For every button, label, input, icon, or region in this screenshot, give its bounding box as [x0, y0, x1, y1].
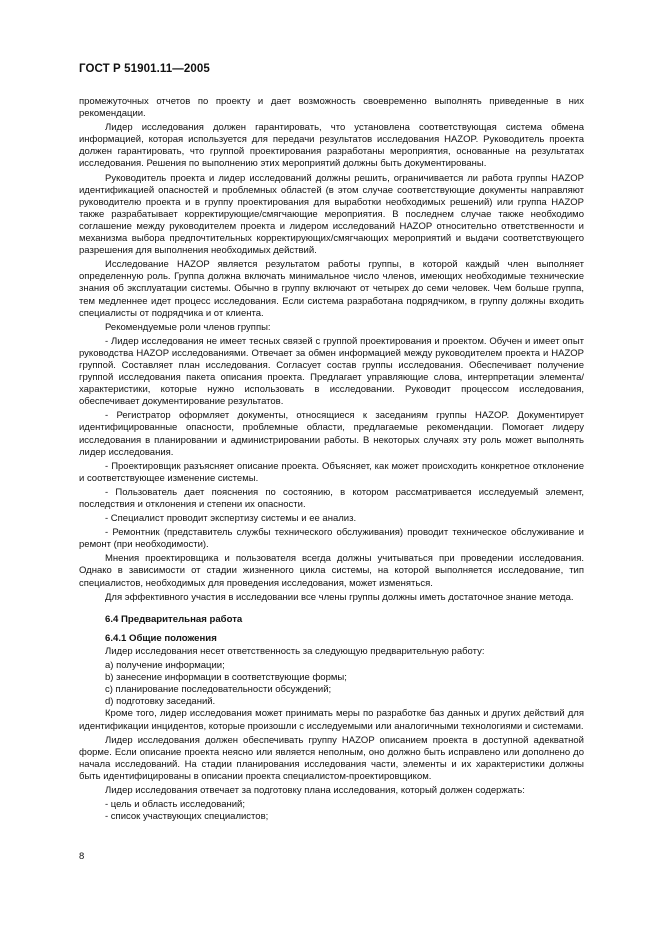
paragraph-continuation: промежуточных отчетов по проекту и дает возможность своевременно выполнять приведенные в них рекомендации.	[79, 96, 584, 120]
paragraph-databases: Кроме того, лидер исследования может принимать меры по разработке баз данных и других действий для идентификации инцидентов, которые произошли с исследуемыми или аналогичными технологиями и системами.	[79, 708, 584, 732]
paragraph-method-knowledge: Для эффективного участия в исследовании все члены группы должны иметь достаточное знание метода.	[105, 591, 574, 603]
list-item-b: b) занесение информации в соответствующие формы;	[105, 672, 347, 684]
plan-item-goal: - цель и область исследований;	[105, 799, 245, 811]
role-designer: - Проектировщик разъясняет описание проекта. Объясняет, как может происходить конкретное отклонение и соответствующее изменение системы.	[79, 460, 584, 484]
document-body	[79, 96, 584, 823]
list-item-d: d) подготовку заседаний.	[105, 696, 216, 708]
paragraph-project-description: Лидер исследования должен обеспечивать группу HAZOP описанием проекта в доступной адекватной форме. Если описание проекта неясно или является неполным, оно должно быть исправлено или дополнено до начала исследований. На стадии планирования исследования части, элементы и их характеристики должны быть идентифицированы в описании проекта специалистом-проектировщиком.	[79, 734, 584, 782]
section-heading-6-4: 6.4 Предварительная работа	[105, 613, 243, 625]
plan-item-specialists: - список участвующих специалистов;	[105, 811, 269, 823]
role-user: - Пользователь дает пояснения по состоянию, в котором рассматривается исследуемый элемент, последствия и отклонения и степени их опасности.	[79, 486, 584, 510]
role-study-leader: - Лидер исследования не имеет тесных связей с группой проектирования и проектом. Обучен и имеет опыт руководства HAZOP исследованиями. Отвечает за обмен информацией между руководителем проекта и HAZOP группой. Составляет план исследования. Согласует состав группы исследования. Обеспечивает получение группой исследования пакета описания проекта. Предлагает управляющие слова, интерпретации элемента/характеристики, которые нужно использовать в исследовании. Руководит процессом исследования, обеспечивает документирование результатов.	[79, 335, 584, 408]
paragraph-opinions: Мнения проектировщика и пользователя всегда должны учитываться при проведении исследования. Однако в зависимости от стадии жизненного цикла системы, на которой выполняется исследование, тип специалистов, необходимых для проведения исследования, может изменяться.	[79, 553, 584, 589]
subsection-heading-6-4-1: 6.4.1 Общие положения	[105, 632, 217, 644]
paragraph-info-exchange: Лидер исследования должен гарантировать, что установлена соответствующая система обмена информацией, которая используется для передачи результатов исследования HAZOP. Руководитель проекта должен гарантировать, что группой проектирования разработаны мероприятия, основанные на результатах исследования. Решения по выполнению этих мероприятий должны быть документированы.	[79, 122, 584, 170]
list-item-c: c) планирование последовательности обсуждений;	[105, 684, 332, 696]
paragraph-roles-intro: Рекомендуемые роли членов группы:	[105, 321, 271, 333]
role-maintainer: - Ремонтник (представитель службы технического обслуживания) проводит техническое обслуживание и ремонт (при необходимости).	[79, 527, 584, 551]
paragraph-study-plan: Лидер исследования отвечает за подготовку плана исследования, который должен содержать:	[105, 784, 525, 796]
paragraph-team-composition: Исследование HAZOP является результатом работы группы, в которой каждый член выполняет определенную роль. Группа должна включать минимальное число членов, имеющих необходимые технические знания об эксплуатации системы. Обычно в группу включают от четырех до семи человек. Чем больше группа, тем медленнее идет процесс исследования. Если система разработана подрядчиком, в группу должны входить специалисты от подрядчика и от клиента.	[79, 259, 584, 319]
standard-code-header: ГОСТ Р 51901.11—2005	[79, 63, 210, 75]
page-number: 8	[79, 851, 85, 862]
list-item-a: a) получение информации;	[105, 660, 225, 672]
role-recorder: - Регистратор оформляет документы, относящиеся к заседаниям группы HAZOP. Документирует идентифицированные опасности, проблемные области, предлагаемые рекомендации. Помогает лидеру исследования в планировании и администрировании работы. В некоторых случаях эту роль может выполнять лидер исследования.	[79, 410, 584, 458]
paragraph-preliminary-work: Лидер исследования несет ответственность за следующую предварительную работу:	[105, 645, 485, 657]
role-specialist: - Специалист проводит экспертизу системы и ее анализ.	[105, 513, 357, 525]
paragraph-hazop-scope: Руководитель проекта и лидер исследований должны решить, ограничивается ли работа группы HAZOP идентификацией опасностей и проблемных областей (в этом случае соответствующие документы направляют руководителю проекта и в группу проектирования для выработки необходимых решений) или группа HAZOP также разрабатывает корректирующие/смягчающие мероприятия. В последнем случае также необходимо соглашение между руководителем проекта и лидером исследований HAZOP относительно ответственности и механизма выбора предпочтительных корректирующих/смягчающих мероприятий и выдачи соответствующего разрешения для выполнения необходимых действий.	[79, 172, 584, 257]
